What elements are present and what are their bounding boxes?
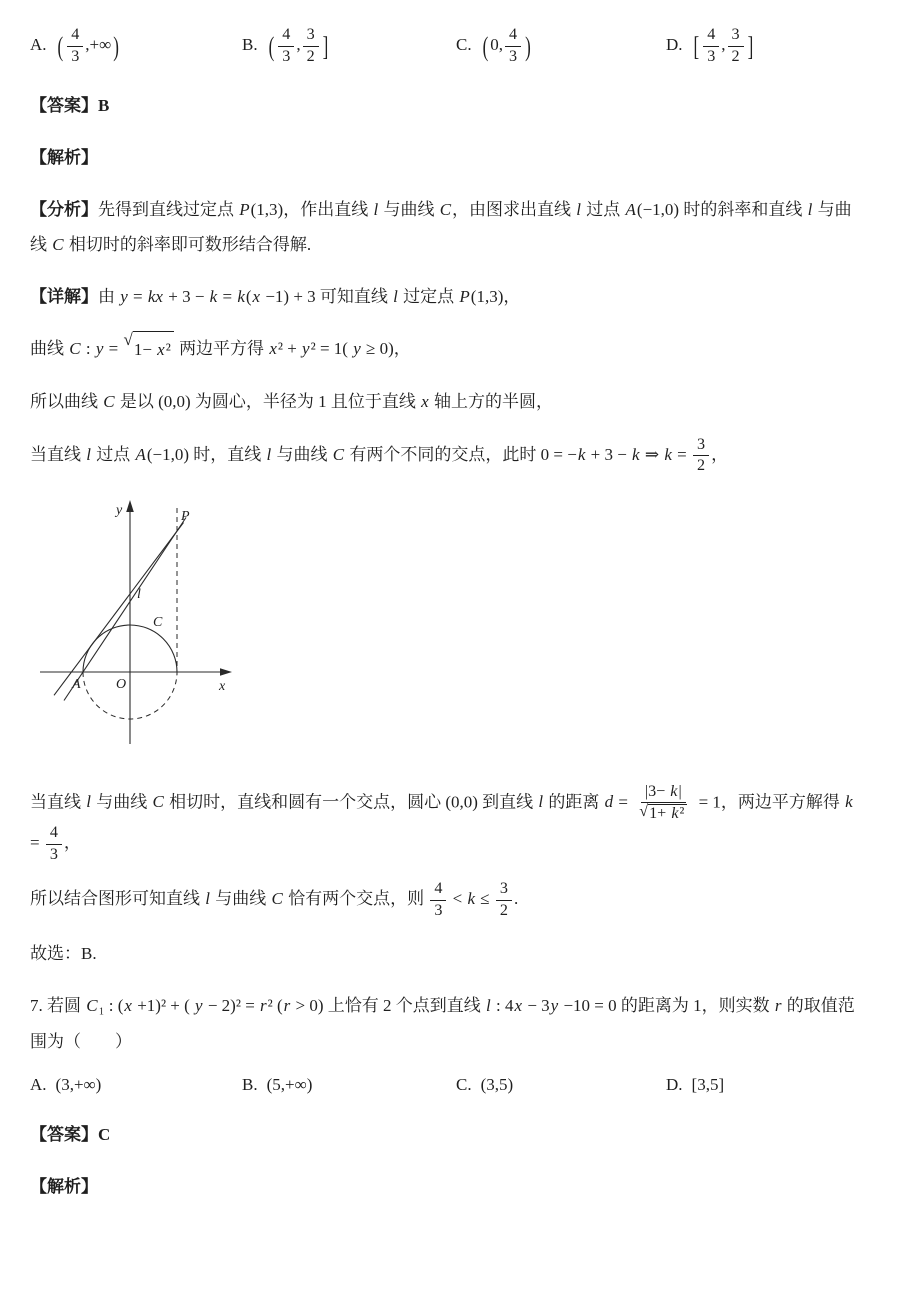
figure-label-C: C (153, 614, 163, 630)
q6-option-a-value: ( $\frac{4}{3}$ ,+∞ ) (57, 26, 119, 65)
q6-option-b (242, 26, 456, 66)
q7-option-c-label: C. (456, 1075, 472, 1095)
q6-options-row (30, 26, 858, 66)
q6-option-d (666, 26, 858, 66)
q7-options-row (30, 1075, 858, 1095)
q6-option-c-label: C. (456, 34, 472, 54)
q6-analysis-paragraph: 【分析】先得到直线过定点 P(1,3)，作出直线 l 与曲线 C，由图求出直线 l 过点 A(−1,0) 时的斜率和直线 l 与曲线 C 相切时的斜率即可数形结合得解. (30, 199, 852, 255)
q6-detail-line-5: 当直线 l 与曲线 C 相切时，直线和圆有一个交点，圆心 (0,0) 到直线 l 的距离 d = |3− k| √ 1+ k² = 1，两边平方解得 k = $\frac{4}{3}$ ， (30, 782, 853, 863)
q6-detail-line-6: 所以结合图形可知直线 l 与曲线 C 恰有两个交点，则 $\frac{4}{3}$ < k ≤ $\frac{3}{2}$ . (30, 880, 519, 919)
q6-option-d-label: D. (666, 34, 683, 54)
q7-jiexi-header: 【解析】 (30, 1177, 98, 1197)
q6-detail-line-1: 【详解】由 y = kx + 3 − k = k(x −1) + 3 可知直线 l 过定点 P(1,3)， (30, 286, 521, 306)
figure-label-l: l (137, 586, 141, 602)
figure-label-P: P (181, 508, 190, 524)
q7-option-d (666, 1075, 858, 1095)
q6-option-a (30, 26, 242, 66)
q6-option-d-value: [ $\frac{4}{3}$ , $\frac{3}{2}$ ] (693, 26, 754, 65)
q7-option-a-label: A. (30, 1075, 47, 1095)
q6-detail-line-2: 曲线 C : y = √ 1− x² 两边平方得 x² + y² = 1( y ≥ 0)， (30, 331, 858, 368)
q6-option-a-label: A. (30, 34, 47, 54)
line-through-A-and-P (64, 517, 186, 700)
q7-option-b-label: B. (242, 1075, 258, 1095)
q7-option-c (456, 1075, 666, 1095)
figure-label-A: A (72, 676, 81, 692)
figure-label-O: O (116, 676, 127, 692)
q6-option-c-value: ( 0, $\frac{4}{3}$ ) (482, 26, 531, 65)
figure-container (32, 492, 858, 755)
q6-answer-line: 【答案】B (30, 96, 110, 116)
q6-option-b-value: ( $\frac{4}{3}$ , $\frac{3}{2}$ ] (268, 26, 329, 65)
figure-label-x: x (219, 678, 226, 694)
q7-answer-line: 【答案】C (30, 1125, 111, 1145)
q6-detail-line-3: 所以曲线 C 是以 (0,0) 为圆心，半径为 1 且位于直线 x 轴上方的半圆， (30, 392, 553, 412)
q6-jiexi-header: 【解析】 (30, 147, 98, 167)
q6-option-c (456, 26, 666, 66)
q7-option-a-value: (3,+∞) (55, 1075, 102, 1095)
q6-option-b-label: B. (242, 34, 258, 54)
q7-option-b-value: (5,+∞) (266, 1075, 313, 1095)
q6-detail-line-4: 当直线 l 过点 A(−1,0) 时，直线 l 与曲线 C 有两个不同的交点，此时 0 = −k + 3 − k ⇒ k = $\frac{3}{2}$ ， (30, 435, 729, 475)
figure-label-y: y (116, 502, 123, 518)
y-axis-arrow-icon (126, 500, 134, 512)
q7-option-d-value: [3,5] (691, 1075, 725, 1095)
q7-option-a (30, 1075, 242, 1095)
q7-option-b (242, 1075, 456, 1095)
q7-option-d-label: D. (666, 1075, 683, 1095)
q7-stem: 7. 若圆 C₁ : (x +1)² + ( y − 2)² = r² (r > 0) 上恰有 2 个点到直线 l : 4x − 3y −10 = 0 的距离为 1，则实数 r 的取值范围为（ ） (30, 996, 855, 1051)
coordinate-figure (32, 492, 237, 750)
x-axis-arrow-icon (220, 668, 232, 676)
q6-conclusion-line: 故选：B. (30, 944, 97, 964)
q7-option-c-value: (3,5) (480, 1075, 514, 1095)
tangent-line (54, 522, 184, 695)
